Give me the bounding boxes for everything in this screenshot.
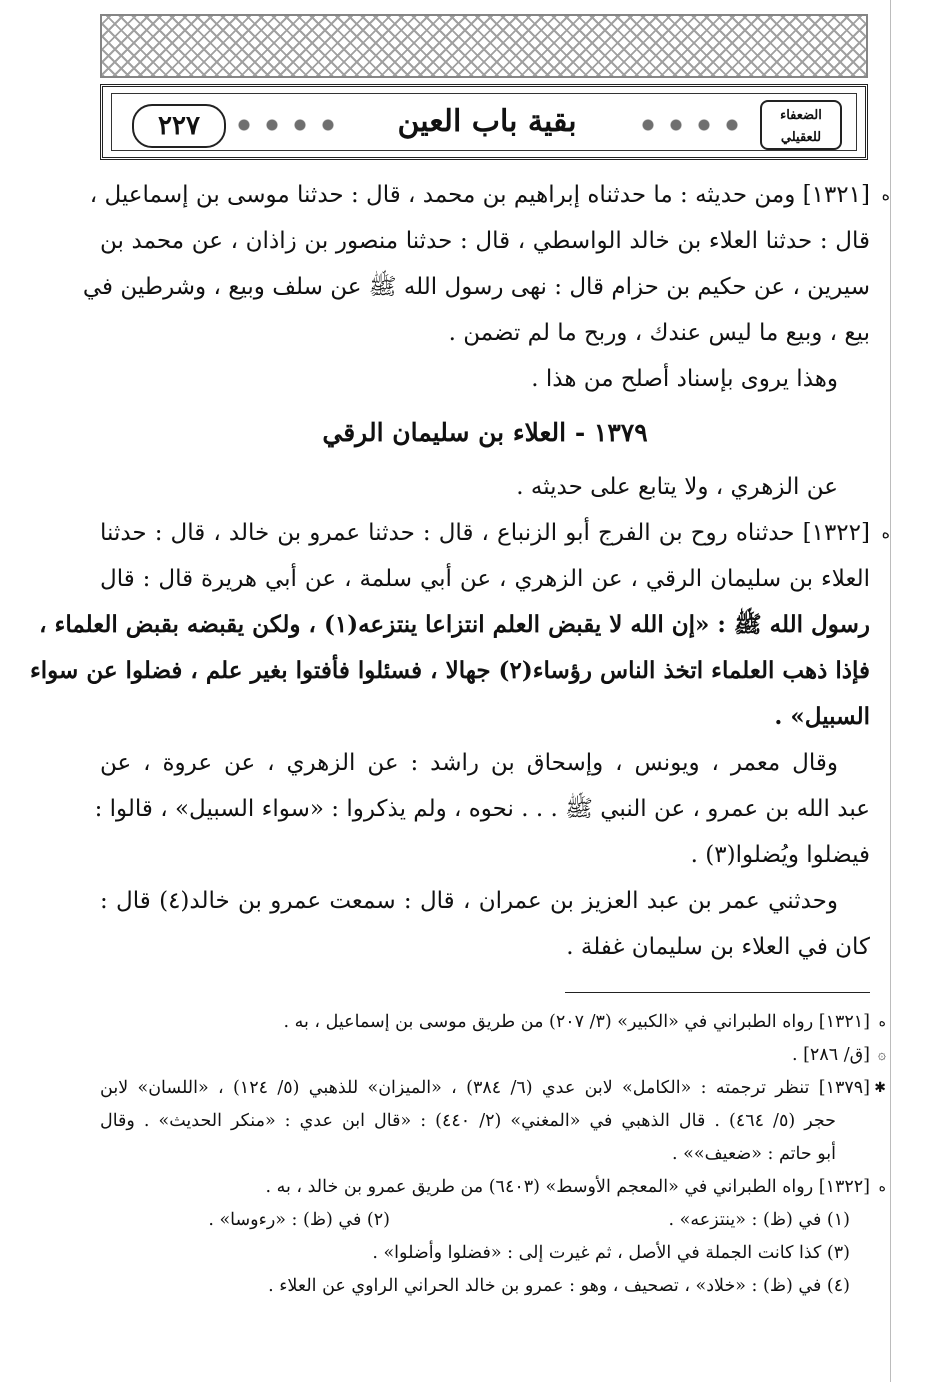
footnote-separator — [565, 992, 870, 993]
text-line: وحدثني عمر بن عبد العزيز بن عمران ، قال : سمعت عمرو بن خالد(٤) قال : — [100, 888, 838, 914]
text-line: فيضلوا ويُضلوا(٣) . — [690, 842, 870, 868]
text-line: كان في العلاء بن سليمان غفلة . — [566, 934, 870, 960]
decorative-border — [100, 14, 868, 78]
footnote: (٤) في (ظ) : «خلاد» ، تصحيف ، وهو : عمرو بن خالد الحراني الراوي عن العلاء . — [268, 1276, 850, 1296]
hadith-marker-icon: ه — [878, 1179, 886, 1195]
running-title: بقية باب العين — [397, 104, 577, 139]
text-line: ه [١٣٢١] ومن حديثه : ما حدثناه إبراهيم بن محمد ، قال : حدثنا موسى بن إسماعيل ، — [100, 172, 870, 218]
footnote: ه [١٣٢٢] رواه الطبراني في «المعجم الأوسط» (٦٤٠٣) من طريق عمرو بن خالد ، به . — [100, 1171, 870, 1204]
footnote: ه [١٣٢١] رواه الطبراني في «الكبير» (٣/ ٢٠٧) من طريق موسى بن إسماعيل ، به . — [100, 1006, 870, 1039]
page-header — [100, 84, 868, 160]
footnote: (١) في (ظ) : «ينتزعه» . — [668, 1210, 850, 1230]
main-text — [29, 172, 890, 970]
hadith-text-line: السبيل» . — [774, 703, 870, 730]
text-line: سيرين ، عن حكيم بن حزام قال : نهى رسول الله ﷺ عن سلف وبيع ، وشرطين في — [82, 274, 870, 300]
text-line: عبد الله بن عمرو ، عن النبي ﷺ . . . نحوه ، ولم يذكروا : «سواء السبيل» ، قالوا : — [94, 796, 870, 822]
text-line: العلاء بن سليمان الرقي ، عن الزهري ، عن أبي سلمة ، عن أبي هريرة قال : قال — [100, 566, 870, 592]
page-edge-line — [890, 0, 891, 1382]
footnote: ✱ [١٣٧٩] تنظر ترجمته : «الكامل» لابن عدي (٦/ ٣٨٤) ، «الميزان» للذهبي (٥/ ١٢٤) ، «اللسان» لابن — [100, 1072, 870, 1105]
page-number: ٢٢٧ — [132, 104, 226, 148]
text-line: قال : حدثنا العلاء بن خالد الواسطي ، قال : حدثنا منصور بن زاذان ، عن محمد بن — [100, 228, 870, 254]
footnote: (٢) في (ظ) : «رءوسا» . — [208, 1210, 390, 1230]
hadith-marker-icon: ه — [878, 1014, 886, 1030]
footnote-line: حجر (٥/ ٤٦٤) . قال الذهبي في «المغني» (٢/ ٤٤٠) : «قال ابن عدي : «منكر الحديث» . وقال — [100, 1111, 836, 1131]
text-line: بيع ، وبيع ما ليس عندك ، وربح ما لم تضمن . — [448, 320, 870, 346]
text-line: وهذا يروى بإسناد أصلح من هذا . — [531, 366, 838, 392]
book-emblem: الضعفاء للعقيلي — [760, 100, 842, 150]
footnote: (٣) كذا كانت الجملة في الأصل ، ثم غيرت إلى : «فضلوا وأضلوا» . — [372, 1243, 850, 1263]
text-line: وقال معمر ، ويونس ، وإسحاق بن راشد : عن الزهري ، عن عروة ، عن — [100, 750, 838, 776]
footnote-line: أبو حاتم : «ضعيف»» . — [672, 1144, 836, 1164]
text-line: ه [١٣٢٢] حدثناه روح بن الفرج أبو الزنباع ، قال : حدثنا عمرو بن خالد ، قال : حدثنا — [100, 510, 870, 556]
hadith-text-line: فإذا ذهب العلماء اتخذ الناس رؤساء(٢) جهالا ، فسئلوا فأفتوا بغير علم ، فضلوا عن سواء — [29, 657, 870, 684]
hadith-text-line: رسول الله ﷺ : «إن الله لا يقبض العلم انتزاعا ينتزعه(١) ، ولكن يقبضه بقبض العلماء ، — [39, 611, 870, 638]
text-line: عن الزهري ، ولا يتابع على حديثه . — [516, 474, 838, 500]
manuscript-marker-icon: ۞ — [877, 1047, 886, 1063]
footnote: ۞ [ق/ ٢٨٦] . — [100, 1039, 870, 1072]
ornament-icon — [636, 104, 746, 146]
star-icon: ✱ — [874, 1080, 886, 1096]
footnote-pair — [100, 1204, 870, 1237]
narrator-heading: ١٣٧٩ - العلاء بن سليمان الرقي — [322, 418, 648, 447]
hadith-marker-icon: ه — [881, 523, 890, 542]
hadith-marker-icon: ه — [881, 185, 890, 204]
footnotes — [100, 1006, 886, 1303]
header-frame-inner — [111, 93, 857, 151]
ornament-icon — [232, 104, 342, 146]
